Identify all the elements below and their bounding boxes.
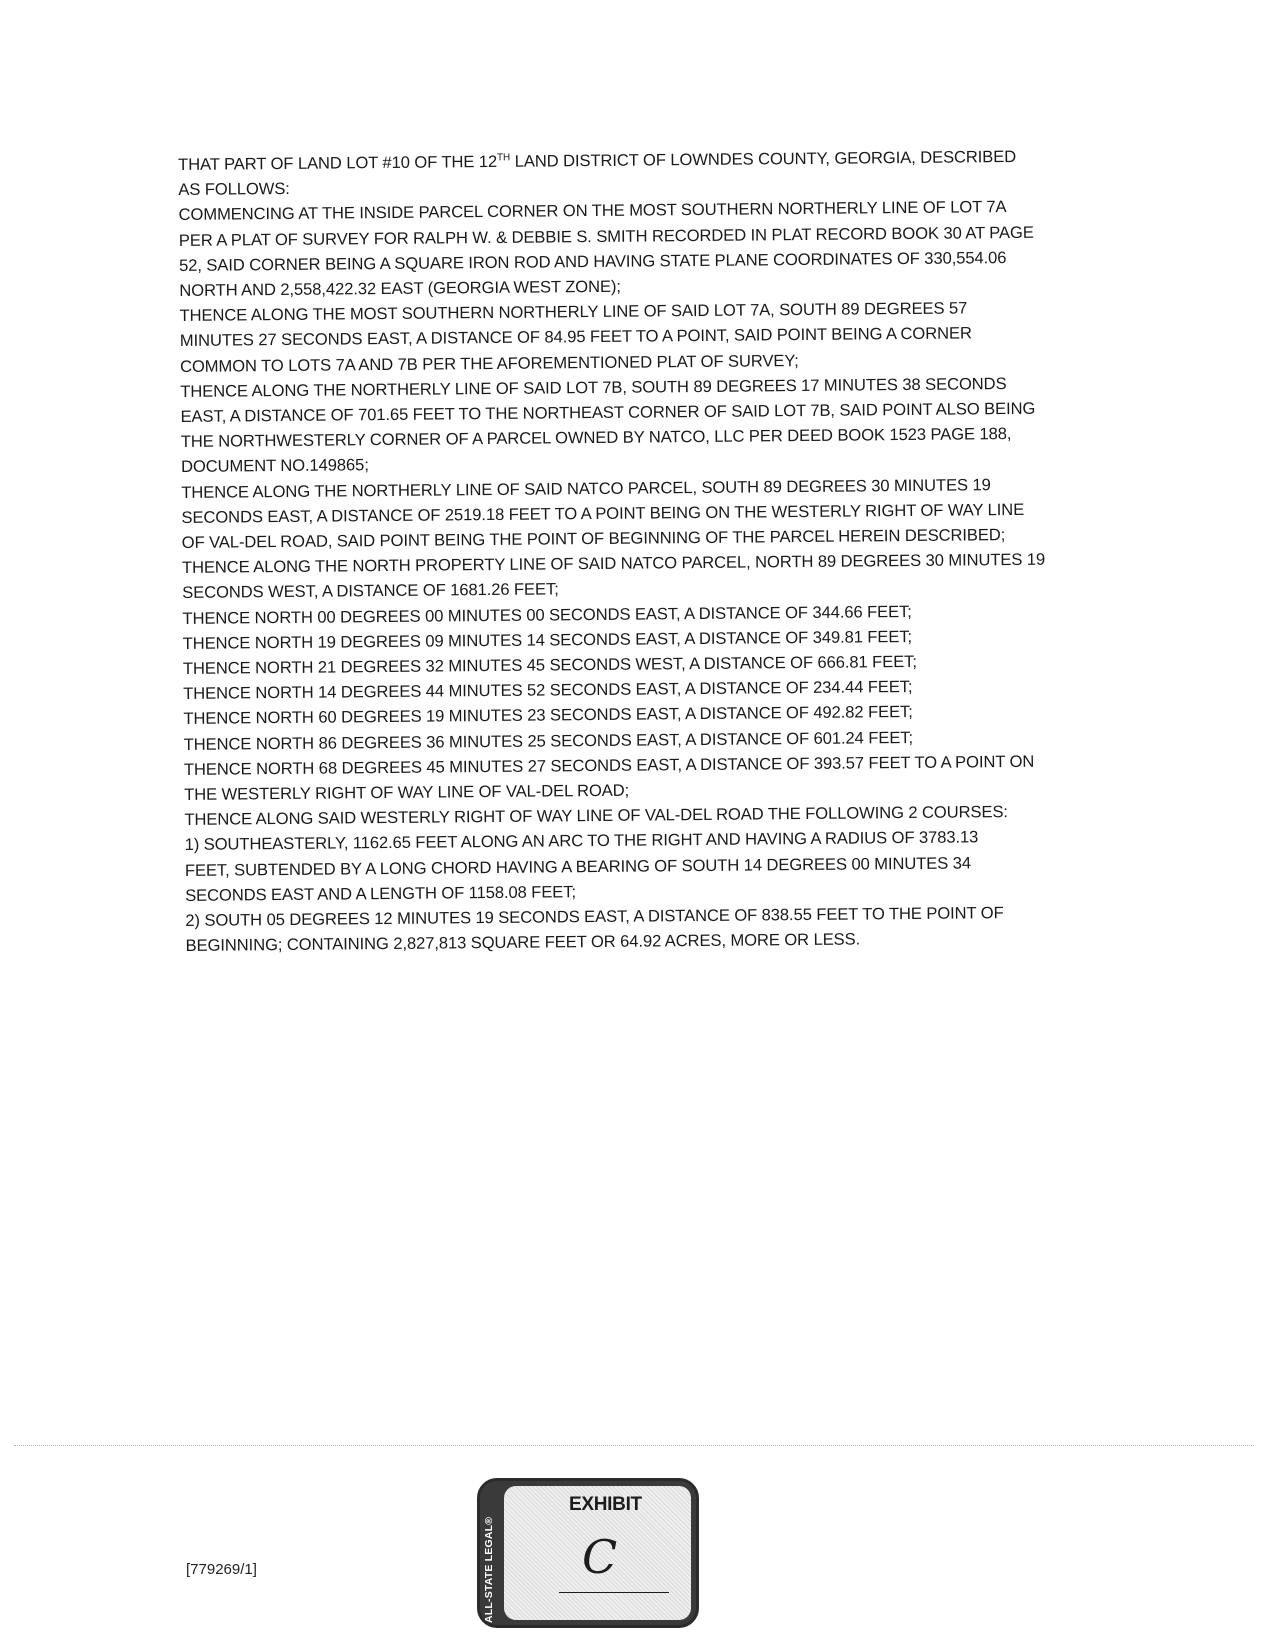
legal-description-line: BEGINNING; CONTAINING 2,827,813 SQUARE FEET OR 64.92 ACRES, MORE OR LESS. [185,929,861,956]
exhibit-title: EXHIBIT [569,1494,642,1515]
exhibit-stamp [477,1478,699,1628]
stamp-label-area [504,1486,691,1620]
legal-description-line: THENCE NORTH 60 DEGREES 19 MINUTES 23 SECONDS EAST, A DISTANCE OF 492.82 FEET; [183,702,913,729]
legal-description-line: THENCE ALONG THE NORTH PROPERTY LINE OF SAID NATCO PARCEL, NORTH 89 DEGREES 30 MINUTES 19 [181,549,1046,578]
exhibit-letter: C [582,1530,618,1584]
legal-description-line: COMMENCING AT THE INSIDE PARCEL CORNER ON THE MOST SOUTHERN NORTHERLY LINE OF LOT 7A [178,197,1007,225]
legal-description-line: SECONDS EAST AND A LENGTH OF 1158.08 FEET; [185,882,577,905]
legal-description-line: 52, SAID CORNER BEING A SQUARE IRON ROD AND HAVING STATE PLANE COORDINATES OF 330,554.06 [178,247,1007,275]
legal-description-line: THENCE NORTH 86 DEGREES 36 MINUTES 25 SECONDS EAST, A DISTANCE OF 601.24 FEET; [183,727,914,754]
legal-description-line: THENCE ALONG THE NORTHERLY LINE OF SAID NATCO PARCEL, SOUTH 89 DEGREES 30 MINUTES 19 [181,474,991,502]
legal-description-line: NORTH AND 2,558,422.32 EAST (GEORGIA WEST ZONE); [179,276,621,301]
legal-description-line: COMMON TO LOTS 7A AND 7B PER THE AFOREMENTIONED PLAT OF SURVEY; [179,350,799,376]
legal-description-line: SECONDS EAST, A DISTANCE OF 2519.18 FEET TO A POINT BEING ON THE WESTERLY RIGHT OF WAY LINE [181,499,1025,527]
legal-description-line: PER A PLAT OF SURVEY FOR RALPH W. & DEBBIE S. SMITH RECORDED IN PLAT RECORD BOOK 30 AT PAGE [178,222,1034,250]
legal-description [178,143,1106,958]
legal-description-line: OF VAL-DEL ROAD, SAID POINT BEING THE POINT OF BEGINNING OF THE PARCEL HEREIN DESCRIBED; [181,525,1006,553]
legal-description-line: 1) SOUTHEASTERLY, 1162.65 FEET ALONG AN ARC TO THE RIGHT AND HAVING A RADIUS OF 3783.13 [184,827,979,855]
legal-description-line: THENCE NORTH 21 DEGREES 32 MINUTES 45 SECONDS WEST, A DISTANCE OF 666.81 FEET; [182,651,917,679]
document-reference-number: [779269/1] [186,1561,257,1578]
ordinal-superscript: TH [496,152,511,164]
legal-description-line: THENCE ALONG SAID WESTERLY RIGHT OF WAY LINE OF VAL-DEL ROAD THE FOLLOWING 2 COURSES: [184,802,1008,830]
legal-description-line: FEET, SUBTENDED BY A LONG CHORD HAVING A BEARING OF SOUTH 14 DEGREES 00 MINUTES 34 [184,853,971,880]
legal-description-line: THENCE NORTH 68 DEGREES 45 MINUTES 27 SECONDS EAST, A DISTANCE OF 393.57 FEET TO A POINT ON [183,751,1035,779]
legal-text: THAT PART OF LAND LOT #10 OF THE 12 [178,151,498,174]
legal-description-line: SECONDS WEST, A DISTANCE OF 1681.26 FEET; [182,579,559,603]
legal-description-line: THENCE NORTH 14 DEGREES 44 MINUTES 52 SECONDS EAST, A DISTANCE OF 234.44 FEET; [183,677,913,704]
legal-text: LAND DISTRICT OF LOWNDES COUNTY, GEORGIA, DESCRIBED [510,146,1017,171]
legal-description-line: 2) SOUTH 05 DEGREES 12 MINUTES 19 SECONDS EAST, A DISTANCE OF 838.55 FEET TO THE POINT OF [185,903,1004,931]
legal-description-line: MINUTES 27 SECONDS EAST, A DISTANCE OF 84.95 FEET TO A POINT, SAID POINT BEING A CORNER [179,323,972,351]
legal-description-line: THE WESTERLY RIGHT OF WAY LINE OF VAL-DEL ROAD; [184,780,630,805]
legal-description-line: THENCE NORTH 19 DEGREES 09 MINUTES 14 SECONDS EAST, A DISTANCE OF 349.81 FEET; [182,626,913,653]
exhibit-signature-line [559,1592,669,1593]
legal-description-line: THE NORTHWESTERLY CORNER OF A PARCEL OWNED BY NATCO, LLC PER DEED BOOK 1523 PAGE 188, [180,424,1012,452]
page-divider [14,1445,1254,1446]
legal-description-line: EAST, A DISTANCE OF 701.65 FEET TO THE NORTHEAST CORNER OF SAID LOT 7B, SAID POINT ALSO BEING [180,398,1036,427]
legal-description-line: DOCUMENT NO.149865; [180,455,369,477]
legal-description-line: THENCE NORTH 00 DEGREES 00 MINUTES 00 SECONDS EAST, A DISTANCE OF 344.66 FEET; [182,601,912,628]
legal-description-line: THENCE ALONG THE MOST SOUTHERN NORTHERLY LINE OF SAID LOT 7A, SOUTH 89 DEGREES 57 [179,298,968,326]
legal-description-line: THENCE ALONG THE NORTHERLY LINE OF SAID LOT 7B, SOUTH 89 DEGREES 17 MINUTES 38 SECONDS [180,373,1007,401]
stamp-brand-text: ALL-STATE LEGAL® [483,1516,495,1623]
legal-description-line: AS FOLLOWS: [178,179,290,200]
